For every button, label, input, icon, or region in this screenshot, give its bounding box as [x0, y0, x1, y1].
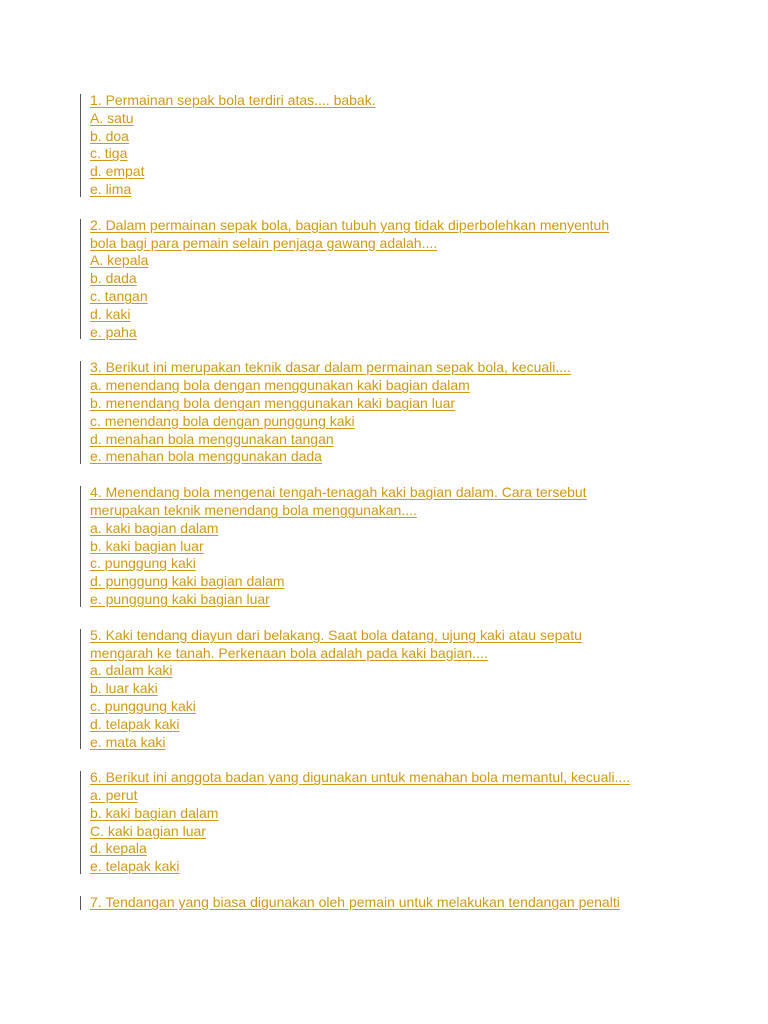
question-1-option-link[interactable]: b. doa: [90, 127, 129, 144]
question-6-option-link[interactable]: d. kepala: [90, 840, 147, 857]
question-6-option-link[interactable]: e. telapak kaki: [90, 858, 180, 875]
question-2-option-link[interactable]: e. paha: [90, 323, 137, 340]
question-5-option-link[interactable]: a. dalam kaki: [90, 662, 173, 679]
question-2-option-link[interactable]: c. tangan: [90, 287, 148, 304]
question-2-option-link[interactable]: d. kaki: [90, 305, 131, 322]
question-block-7: [80, 894, 740, 912]
question-3-option-link[interactable]: d. menahan bola menggunakan tangan: [90, 430, 334, 447]
question-list: [80, 92, 740, 930]
question-block-5: [80, 627, 740, 752]
question-2-prompt-link[interactable]: bola bagi para pemain selain penjaga gawang adalah....: [90, 234, 438, 251]
question-block-2: [80, 217, 740, 342]
question-4-option-link[interactable]: e. punggung kaki bagian luar: [90, 590, 270, 607]
question-1-option-link[interactable]: A. satu: [90, 109, 134, 126]
question-6-prompt-link[interactable]: 6. Berikut ini anggota badan yang digunakan untuk menahan bola memantul, kecuali....: [90, 769, 631, 786]
question-left-rule: [80, 896, 81, 910]
question-3-option-link[interactable]: a. menendang bola dengan menggunakan kaki bagian dalam: [90, 377, 470, 394]
question-5-prompt-link[interactable]: 5. Kaki tendang diayun dari belakang. Saat bola datang, ujung kaki atau sepatu: [90, 626, 582, 643]
question-block-3: [80, 359, 740, 466]
question-5-prompt-link[interactable]: mengarah ke tanah. Perkenaan bola adalah pada kaki bagian....: [90, 644, 488, 661]
question-4-option-link[interactable]: c. punggung kaki: [90, 555, 196, 572]
question-7-prompt-link[interactable]: 7. Tendangan yang biasa digunakan oleh pemain untuk melakukan tendangan penalti: [90, 894, 620, 911]
question-3-option-link[interactable]: e. menahan bola menggunakan dada: [90, 448, 322, 465]
question-4-prompt-link[interactable]: merupakan teknik menendang bola menggunakan....: [90, 501, 417, 518]
question-1-option-link[interactable]: d. empat: [90, 163, 145, 180]
question-2-option-link[interactable]: A. kepala: [90, 252, 149, 269]
question-1-option-link[interactable]: e. lima: [90, 180, 132, 197]
question-2-option-link[interactable]: b. dada: [90, 270, 137, 287]
question-left-rule: [80, 486, 81, 607]
question-3-option-link[interactable]: c. menendang bola dengan punggung kaki: [90, 412, 355, 429]
question-block-4: [80, 484, 740, 609]
question-3-option-link[interactable]: b. menendang bola dengan menggunakan kaki bagian luar: [90, 394, 456, 411]
question-left-rule: [80, 361, 81, 464]
question-4-option-link[interactable]: a. kaki bagian dalam: [90, 519, 219, 536]
question-5-option-link[interactable]: e. mata kaki: [90, 733, 166, 750]
question-left-rule: [80, 94, 81, 197]
question-2-prompt-link[interactable]: 2. Dalam permainan sepak bola, bagian tubuh yang tidak diperbolehkan menyentuh: [90, 216, 610, 233]
question-left-rule: [80, 629, 81, 750]
question-6-option-link[interactable]: b. kaki bagian dalam: [90, 804, 219, 821]
question-5-option-link[interactable]: d. telapak kaki: [90, 715, 180, 732]
question-5-option-link[interactable]: c. punggung kaki: [90, 697, 196, 714]
question-block-6: [80, 769, 740, 876]
question-6-option-link[interactable]: a. perut: [90, 787, 138, 804]
question-1-prompt-link[interactable]: 1. Permainan sepak bola terdiri atas.... babak.: [90, 92, 376, 108]
question-block-1: [80, 92, 740, 199]
question-4-option-link[interactable]: d. punggung kaki bagian dalam: [90, 573, 285, 590]
question-6-option-link[interactable]: C. kaki bagian luar: [90, 822, 206, 839]
question-left-rule: [80, 771, 81, 874]
question-3-prompt-link[interactable]: 3. Berikut ini merupakan teknik dasar dalam permainan sepak bola, kecuali....: [90, 359, 571, 376]
question-left-rule: [80, 219, 81, 340]
question-4-prompt-link[interactable]: 4. Menendang bola mengenai tengah-tenagah kaki bagian dalam. Cara tersebut: [90, 484, 587, 501]
question-1-option-link[interactable]: c. tiga: [90, 145, 128, 162]
question-4-option-link[interactable]: b. kaki bagian luar: [90, 537, 204, 554]
question-5-option-link[interactable]: b. luar kaki: [90, 680, 158, 697]
